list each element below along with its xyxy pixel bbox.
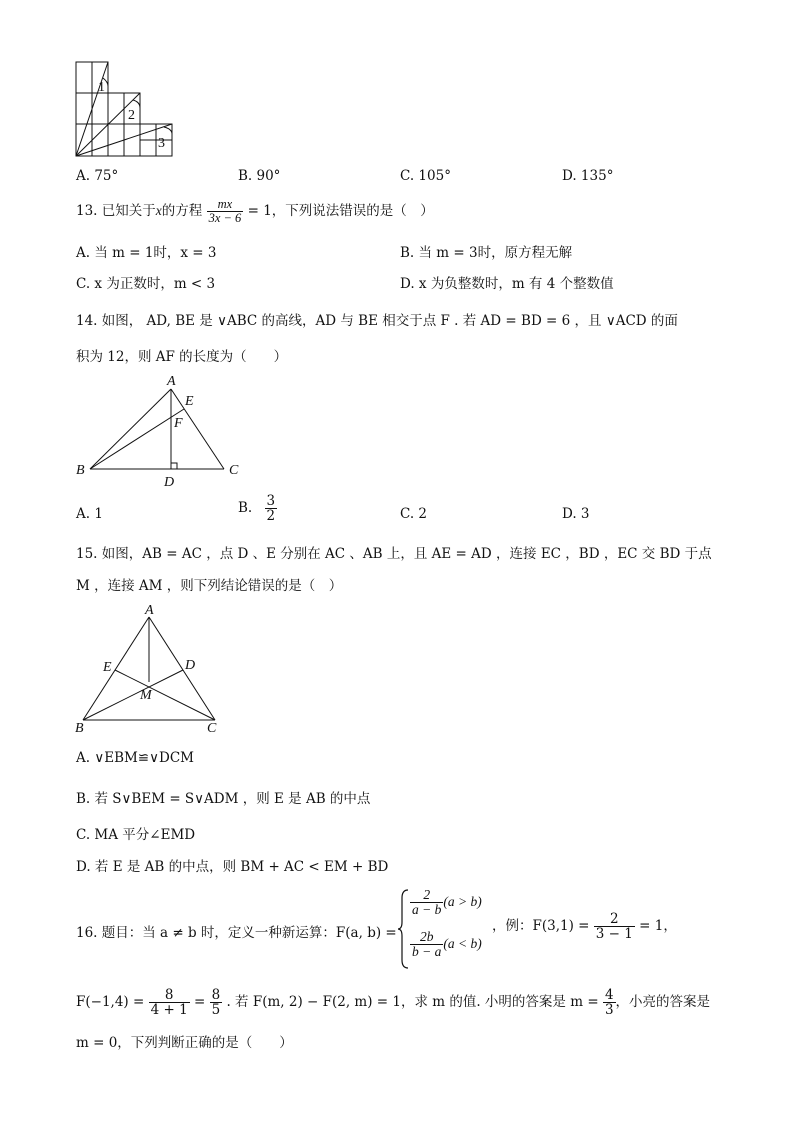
q13-fraction-numerator: mx <box>217 197 233 211</box>
q16-line-2-denominator-1: 4 + 1 <box>150 1002 188 1019</box>
q13-option-a[interactable]: A. 当 m = 1时，x = 3 <box>76 245 217 261</box>
q14-stem-line-1: 14. 如图， AD, BE 是 ∨ABC 的高线，AD 与 BE 相交于点 F . 若 AD = BD = 6 ，且 ∨ACD 的面 <box>76 313 678 329</box>
q12-grid-figure <box>70 58 180 162</box>
q14-label-e: E <box>185 394 194 409</box>
q13-var-x: x <box>155 203 162 219</box>
q14-stem-line-2: 积为 12，则 AF 的长度为（ ） <box>76 349 288 365</box>
q13-stem-text-b: 的方程 <box>161 203 203 220</box>
q16-line-2-numerator-2: 8 <box>211 987 221 1003</box>
q14-label-f: F <box>174 416 183 431</box>
q12-option-b[interactable]: B. 90° <box>238 168 281 184</box>
q16-line-2-fraction-1 <box>149 988 190 1017</box>
q15-label-m: M <box>140 688 152 703</box>
q14-label-a: A <box>167 374 176 389</box>
q16-case-1-numerator: 2 <box>423 887 431 902</box>
q16-case-1-fraction <box>410 888 443 917</box>
q12-angle-1-label: 1 <box>98 80 105 95</box>
q13-stem <box>76 198 434 225</box>
q16-example-numerator: 2 <box>610 911 619 927</box>
q13-equation-rhs: = 1 <box>243 203 272 220</box>
q13-stem-text-c: ，下列说法错误的是（ ） <box>271 203 434 220</box>
q16-line-2-numerator-1: 8 <box>164 987 174 1003</box>
q12-option-c[interactable]: C. 105° <box>400 168 451 184</box>
q15-stem-line-2: M ，连接 AM ，则下列结论错误的是（ ） <box>76 578 343 594</box>
q14-option-b-denominator: 2 <box>266 508 276 525</box>
q14-label-d: D <box>164 475 175 490</box>
q12-angle-3-label: 3 <box>158 136 165 151</box>
q14-option-b-numerator: 3 <box>266 493 276 509</box>
q14-option-c[interactable]: C. 2 <box>400 506 428 522</box>
q16-example-fraction <box>594 912 635 941</box>
q16-case-2-condition: (a < b) <box>443 936 482 952</box>
q16-line-2-numerator-3: 4 <box>604 987 614 1003</box>
q16-line-2 <box>76 988 710 1017</box>
q14-option-b-label: B. <box>238 500 253 517</box>
q16-line-2-fraction-3 <box>603 988 616 1017</box>
q12-option-d[interactable]: D. 135° <box>562 168 614 184</box>
q16-line-2-denominator-3: 3 <box>604 1002 614 1019</box>
q13-option-d[interactable]: D. x 为负整数时，m 有 4 个整数值 <box>400 276 614 292</box>
q15-option-a[interactable]: A. ∨EBM≌∨DCM <box>76 750 194 766</box>
q15-label-d: D <box>185 658 196 673</box>
q13-fraction-denominator: 3x − 6 <box>208 211 242 226</box>
q16-case-1-condition: (a > b) <box>443 894 482 910</box>
q16-case-1-denominator: a − b <box>412 902 442 918</box>
q16-intro: 16. 题目：当 a ≠ b 时，定义一种新运算：F(a, b) = <box>76 925 397 941</box>
q16-line-2-denominator-2: 5 <box>211 1002 221 1019</box>
q15-option-d[interactable]: D. 若 E 是 AB 的中点，则 BM + AC < EM + BD <box>76 859 389 875</box>
q16-example <box>492 912 677 941</box>
q16-example-text-b: = 1， <box>639 918 677 935</box>
q13-equation-fraction <box>207 198 244 225</box>
q14-option-b-fraction <box>265 494 278 523</box>
q15-triangle-figure <box>72 600 232 740</box>
q16-case-2-fraction <box>410 930 443 959</box>
q14-option-b[interactable] <box>238 494 277 523</box>
q14-label-b: B <box>76 463 85 478</box>
q15-stem-line-1: 15. 如图，AB = AC ，点 D 、E 分别在 AC 、AB 上，且 AE = AD ，连接 EC ，BD ，EC 交 BD 于点 <box>76 546 712 562</box>
q15-label-b: B <box>75 721 84 736</box>
q13-option-b[interactable]: B. 当 m = 3时，原方程无解 <box>400 245 573 261</box>
q14-option-a[interactable]: A. 1 <box>76 506 103 522</box>
q14-label-c: C <box>229 463 239 478</box>
q13-option-c[interactable]: C. x 为正数时，m < 3 <box>76 276 216 292</box>
q16-line-2-text-b: . 若 F(m, 2) − F(2, m) = 1，求 m 的值. 小明的答案是 m = <box>226 994 599 1011</box>
q15-label-e: E <box>103 660 112 675</box>
q12-angle-2-label: 2 <box>128 108 135 123</box>
q16-example-text-a: ，例：F(3,1) = <box>492 918 590 935</box>
q16-line-3: m = 0，下列判断正确的是（ ） <box>76 1035 293 1051</box>
q16-line-2-text-c: ，小亮的答案是 <box>615 994 711 1011</box>
q16-line-2-equals: = <box>193 994 206 1011</box>
q15-label-a: A <box>145 603 154 618</box>
q15-option-c[interactable]: C. MA 平分∠EMD <box>76 827 196 843</box>
q15-option-b[interactable]: B. 若 S∨BEM = S∨ADM ，则 E 是 AB 的中点 <box>76 791 371 807</box>
q12-option-a[interactable]: A. 75° <box>76 168 119 184</box>
q16-line-2-text-a: F(−1,4) = <box>76 994 145 1011</box>
q15-label-c: C <box>207 721 217 736</box>
q16-case-1 <box>410 888 482 917</box>
q16-line-2-fraction-2 <box>210 988 223 1017</box>
q14-option-d[interactable]: D. 3 <box>562 506 590 522</box>
q13-stem-text-a: 13. 已知关于 <box>76 203 156 220</box>
q16-case-2-denominator: b − a <box>412 944 442 960</box>
q14-triangle-figure <box>72 372 252 490</box>
q16-case-2 <box>410 930 482 959</box>
q16-example-denominator: 3 − 1 <box>595 926 633 943</box>
q16-piecewise-brace <box>398 888 410 970</box>
q16-case-2-numerator: 2b <box>419 929 434 944</box>
